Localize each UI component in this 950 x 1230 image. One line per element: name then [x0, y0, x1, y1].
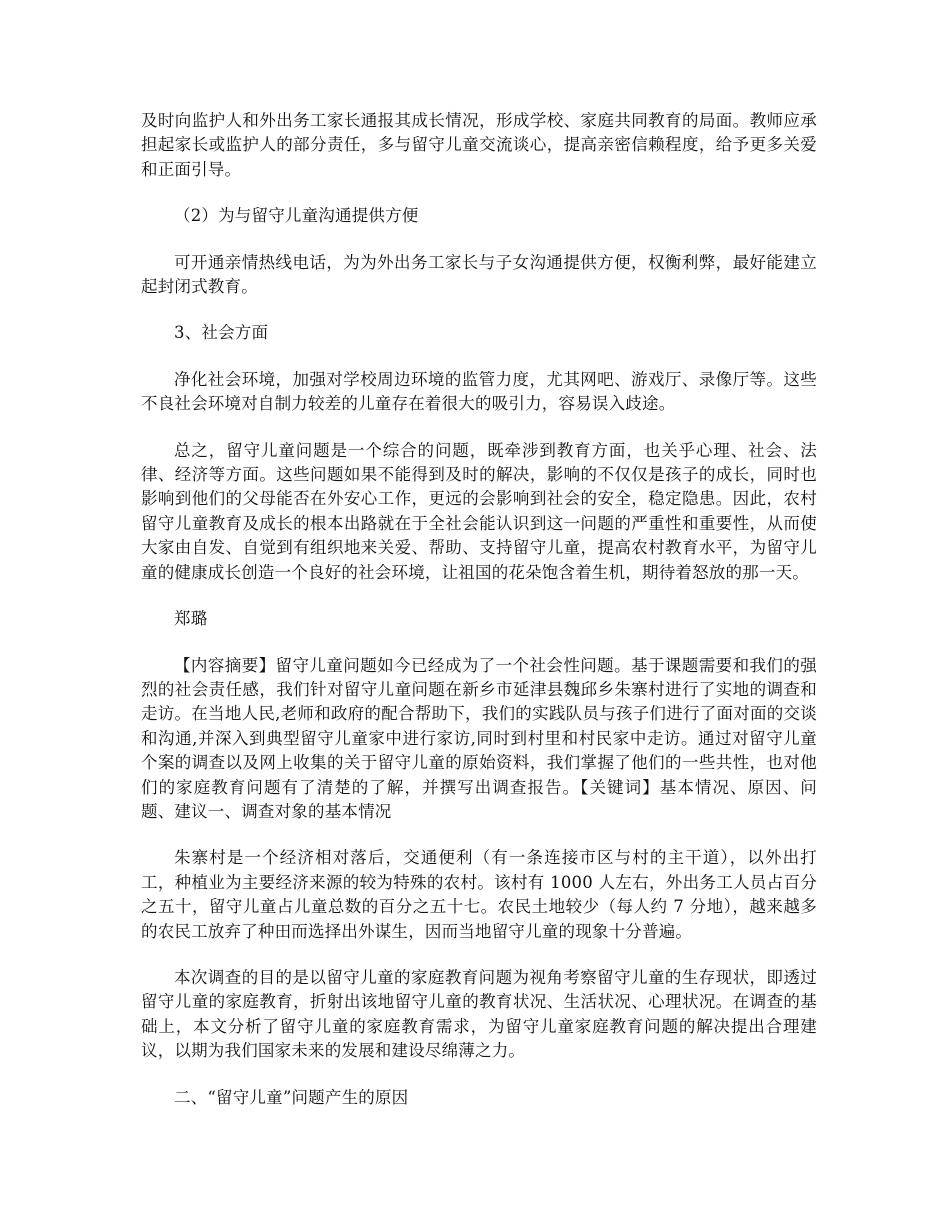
- paragraph-village-overview: 朱寨村是一个经济相对落后，交通便利（有一条连接市区与村的主干道），以外出打工，种植业为主要经济来源的较为特殊的农村。该村有 1000 人左右，外出务工人员占百分之五十，留守儿童占儿童总数的百分之五十七。农民土地较少（每人约 7 分地），越来越多的农民工放弃了种田而选择出外谋生，因而当地留守儿童的现象十分普遍。: [141, 848, 817, 941]
- paragraph-environment: 净化社会环境，加强对学校周边环境的监管力度，尤其网吧、游戏厅、录像厅等。这些不良社会环境对自制力较差的儿童存在着很大的吸引力，容易误入歧途。: [141, 369, 817, 414]
- subheading-communication: （2）为与留守儿童沟通提供方便: [174, 206, 419, 226]
- author-name: 郑璐: [174, 609, 208, 629]
- paragraph-survey-purpose: 本次调查的目的是以留守儿童的家庭教育问题为视角考察留守儿童的生存现状，即透过留守儿童的家庭教育，折射出该地留守儿童的教育状况、生活状况、心理状况。在调查的基础上，本文分析了留守儿童的家庭教育需求，为留守儿童家庭教育问题的解决提出合理建议，以期为我们国家未来的发展和建设尽绵薄之力。: [141, 967, 817, 1061]
- paragraph-conclusion: 总之，留守儿童问题是一个综合的问题，既牵涉到教育方面，也关乎心理、社会、法律、经济等方面。这些问题如果不能得到及时的解决，影响的不仅仅是孩子的成长，同时也影响到他们的父母能否在外安心工作，更远的会影响到社会的安全，稳定隐患。因此，农村留守儿童教育及成长的根本出路就在于全社会能认识到这一问题的严重性和重要性，从而使大家由自发、自觉到有组织地来关爱、帮助、支持留守儿童，提高农村教育水平，为留守儿童的健康成长创造一个良好的社会环境，让祖国的花朵饱含着生机，期待着怒放的那一天。: [141, 440, 817, 582]
- paragraph-abstract: 【内容摘要】留守儿童问题如今已经成为了一个社会性问题。基于课题需要和我们的强烈的社会责任感，我们针对留守儿童问题在新乡市延津县魏邱乡朱寨村进行了实地的调查和走访。在当地人民,老师和政府的配合帮助下，我们的实践队员与孩子们进行了面对面的交谈和沟通,并深入到典型留守儿童家中进行家访,同时到村里和村民家中走访。通过对留守儿童个案的调查以及网上收集的关于留守儿童的原始资料，我们掌握了他们的一些共性，也对他们的家庭教育问题有了清楚的了解，并撰写出调查报告。【关键词】基本情况、原因、问题、建议一、调查对象的基本情况: [141, 655, 817, 821]
- section-heading-causes: 二、“留守儿童”问题产生的原因: [174, 1087, 409, 1107]
- section-heading-society: 3、社会方面: [174, 323, 269, 343]
- document-body: [141, 109, 817, 1132]
- paragraph-hotline: 可开通亲情热线电话，为为外出务工家长与子女沟通提供方便，权衡利弊，最好能建立起封闭式教育。: [141, 252, 817, 297]
- paragraph-continuation: 及时向监护人和外出务工家长通报其成长情况，形成学校、家庭共同教育的局面。教师应承担起家长或监护人的部分责任，多与留守儿童交流谈心，提高亲密信赖程度，给予更多关爱和正面引导。: [141, 111, 817, 179]
